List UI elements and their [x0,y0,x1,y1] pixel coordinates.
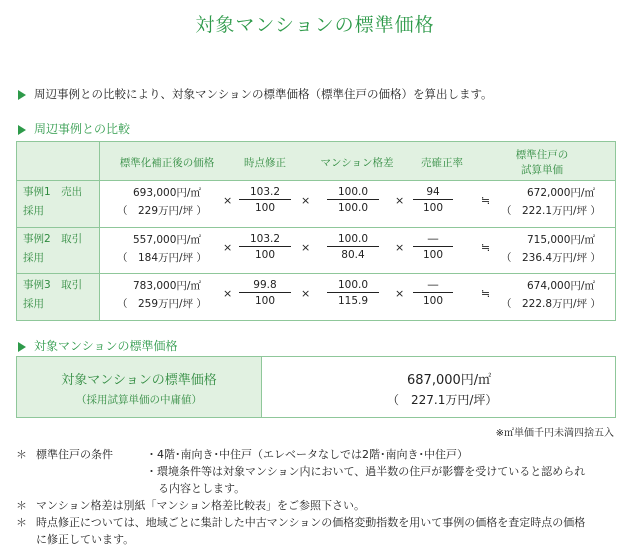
sale-fraction [413,186,453,214]
note-text: に修正しています。 [36,533,135,546]
denominator: 115.9 [337,295,369,307]
diff-fraction [327,279,379,307]
header-result-1: 標準住戸の [515,149,569,161]
standard-value-sqm: 687,000円/㎡ [407,373,492,388]
triangle-bullet-icon [18,342,26,352]
numerator: 94 [413,186,453,200]
row-sublabel: 採用 [23,298,44,310]
standard-value-tsubo: （ 227.1万円/坪） [387,393,498,407]
intro-label: 周辺事例との比較により、対象マンションの標準価格（標準住戸の価格）を算出します。 [34,87,493,101]
sale-fraction [413,233,453,261]
result-sqm: 674,000円/㎡ [527,280,595,292]
numerator: 100.0 [327,279,379,293]
result-tsubo: （ 236.4万円/坪 ） [501,252,601,264]
row-sublabel: 採用 [23,252,44,264]
header-sale: 売確正率 [421,157,463,169]
numerator: 100.0 [327,233,379,247]
time-fraction [239,233,291,261]
divider [17,180,615,181]
numerator: 103.2 [239,186,291,200]
times-sign: × [301,241,311,254]
note-row [16,497,616,514]
section2-label: 対象マンションの標準価格 [34,339,178,353]
row-label: 事例2 取引 [23,233,83,245]
result-tsubo: （ 222.8万円/坪 ） [501,298,601,310]
row-label: 事例3 取引 [23,279,83,291]
result-sqm: 672,000円/㎡ [527,187,595,199]
sale-fraction [413,279,453,307]
denominator: 100.0 [337,202,369,214]
times-sign: × [301,287,311,300]
approx-sign: ≒ [481,287,491,300]
triangle-bullet-icon [18,90,26,100]
price-sqm: 693,000円/㎡ [133,187,201,199]
divider [17,273,615,274]
standard-price-box [16,356,616,418]
asterisk: ＊ [16,448,27,461]
note-row [16,463,616,480]
numerator: ― [413,279,453,293]
standard-label-cell [17,357,262,417]
triangle-bullet-icon [18,125,26,135]
note-label: 標準住戸の条件 [36,448,113,461]
section-heading-standard [18,337,177,354]
header-price: 標準化補正後の価格 [119,157,215,169]
header-diff: マンション格差 [320,157,394,169]
time-fraction [239,279,291,307]
divider [17,227,615,228]
note-text: ・4階･南向き･中住戸（エレベータなしでは2階･南向き･中住戸） [146,448,468,461]
note-text: ・環境条件等は対象マンション内において、過半数の住戸が影響を受けていると認められ [146,465,586,478]
page-title: 対象マンションの標準価格 [195,14,435,36]
row-sublabel: 採用 [23,205,44,217]
times-sign: × [223,287,233,300]
asterisk: ＊ [16,499,27,512]
section-heading-comparison [18,120,130,137]
numerator: ― [413,233,453,247]
diff-fraction [327,233,379,261]
times-sign: × [395,241,405,254]
price-sqm: 783,000円/㎡ [133,280,201,292]
note-row [16,480,616,497]
result-tsubo: （ 222.1万円/坪 ） [501,205,601,217]
denominator: 100 [254,202,276,214]
price-sqm: 557,000円/㎡ [133,234,201,246]
notes [16,446,616,548]
denominator: 100 [254,295,276,307]
times-sign: × [223,194,233,207]
denominator: 100 [422,249,444,261]
standard-sublabel: （採用試算単価の中庸値） [76,394,202,406]
note-row [16,514,616,531]
denominator: 100 [422,202,444,214]
note-text: マンション格差は別紙「マンション格差比較表」をご参照下さい。 [36,499,366,512]
note-text: 時点修正については、地域ごとに集計した中古マンションの価格変動指数を用いて事例の価格を査定時点の価格 [36,516,586,529]
price-tsubo: （ 229万円/坪 ） [117,205,207,217]
denominator: 100 [254,249,276,261]
price-tsubo: （ 184万円/坪 ） [117,252,207,264]
denominator: 100 [422,295,444,307]
intro-text [18,86,493,102]
numerator: 99.8 [239,279,291,293]
note-row [16,531,616,548]
denominator: 80.4 [341,249,365,261]
asterisk: ＊ [16,516,27,529]
numerator: 103.2 [239,233,291,247]
row-label: 事例1 売出 [23,186,83,198]
section1-label: 周辺事例との比較 [34,122,131,136]
diff-fraction [327,186,379,214]
times-sign: × [395,194,405,207]
header-time: 時点修正 [244,157,286,169]
approx-sign: ≒ [481,194,491,207]
price-tsubo: （ 259万円/坪 ） [117,298,207,310]
rounding-note: ※㎡単価千円未満四捨五入 [495,428,614,439]
approx-sign: ≒ [481,241,491,254]
header-result-2: 試算単価 [521,164,563,176]
times-sign: × [301,194,311,207]
times-sign: × [223,241,233,254]
numerator: 100.0 [327,186,379,200]
note-row [16,446,616,463]
note-text: る内容とします。 [158,482,246,495]
standard-label: 対象マンションの標準価格 [61,373,217,388]
times-sign: × [395,287,405,300]
result-sqm: 715,000円/㎡ [527,234,595,246]
time-fraction [239,186,291,214]
comparison-table [16,141,616,321]
